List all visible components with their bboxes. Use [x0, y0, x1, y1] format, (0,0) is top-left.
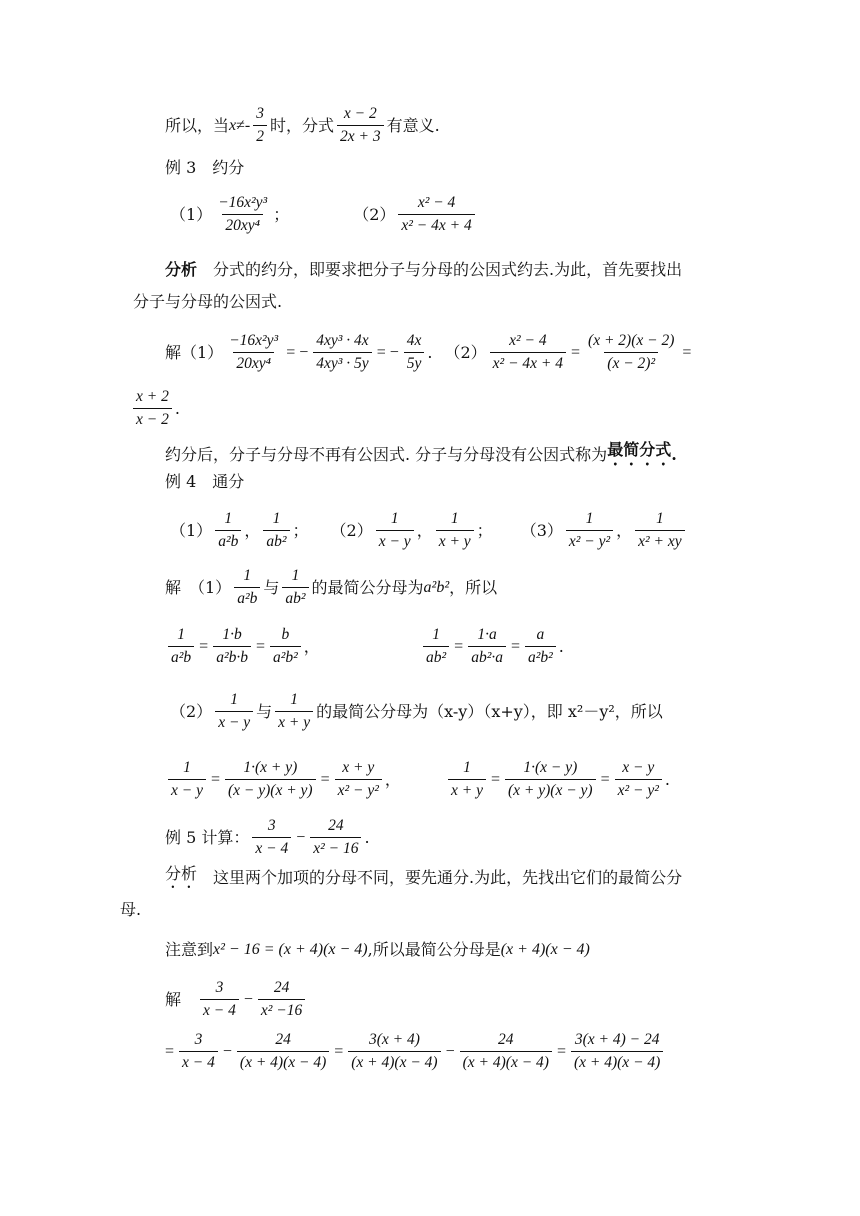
eq-frac: $\frac{1}{\text{a²b}}$	[168, 627, 194, 667]
period: .	[174, 398, 180, 418]
equals-sign: =	[600, 770, 610, 788]
step-frac: $\frac{3}{x - 4}$	[179, 1032, 218, 1072]
equals-sign: =	[334, 1042, 344, 1060]
solution-3-continuation	[130, 389, 180, 429]
comma: ，	[244, 520, 261, 540]
solution-3-head: 解（1）	[165, 342, 224, 362]
intro-tail: ，所以	[449, 577, 498, 597]
period: .	[427, 342, 433, 362]
problem-2-frac-a: $\frac{1}{x - y}$	[376, 511, 414, 551]
eq-frac: $\frac{1\cdot a}{\text{ab²·a}}$	[468, 627, 506, 667]
problem-1-frac-b: $\frac{1}{\text{ab²}}$	[263, 511, 289, 551]
period: .	[664, 769, 670, 789]
eq-frac: $\frac{x - y}{\text{x² − y²}}$	[615, 760, 662, 800]
analysis-2-line-2: 母.	[120, 900, 142, 919]
conclusion-mid: 时，分式	[269, 115, 334, 135]
equals-sign: =	[376, 343, 386, 361]
example-5-frac-b: $\frac{24}{\text{x² − 16}}$	[310, 818, 361, 858]
eq-frac: $\frac{1}{x - y}$	[168, 760, 206, 800]
equals-sign: =	[255, 637, 265, 655]
solution-3-part-2-label: （2）	[444, 342, 487, 362]
solution-3-frac-e: $\frac{(x + 2)(x - 2)}{\text{(x − 2)²}}$	[588, 332, 675, 373]
step-frac: $\frac{24}{(x + 4)(x - 4)}$	[237, 1032, 329, 1072]
solution-5-frac-b: $\frac{24}{\text{x² −16}}$	[258, 980, 305, 1020]
note-prefix: 注意到	[165, 940, 214, 959]
example-4-problems	[170, 511, 688, 551]
intro-text: 的最简公分母为（x-y）（x+y），即 x²－y²，所以	[316, 701, 663, 721]
equals-sign: =	[199, 637, 209, 655]
minus-sign: −	[296, 828, 306, 846]
note-factorization: x² − 16 = (x + 4)(x − 4)	[213, 941, 368, 958]
step-frac: $\frac{3(x + 4) - 24}{(x + 4)(x - 4)}$	[571, 1032, 663, 1072]
analysis-2-text-1: 这里两个加项的分母不同，要先通分.为此，先找出它们的最简公分	[197, 868, 683, 887]
comma: ，	[616, 520, 633, 540]
part-2-label: （2）	[170, 701, 213, 721]
conjunction: 与	[263, 577, 280, 597]
problem-2-label: （2）	[330, 520, 373, 540]
note-mid: ,所以最简公分母是	[367, 940, 501, 959]
analysis-1-line-1	[165, 262, 682, 278]
problem-1-label: （1）	[170, 204, 213, 224]
equals-sign: =	[165, 1042, 175, 1060]
solution-4-part-2-intro	[170, 692, 663, 732]
equation-4-part-1-right	[420, 627, 564, 667]
eq-frac: $\frac{1\cdot(x + y)}{(x - y)(x + y)}$	[225, 760, 316, 800]
eq-frac: $\frac{1\cdot b}{\text{a²b·b}}$	[213, 627, 251, 667]
equation-4-part-2-right	[445, 760, 670, 800]
analysis-2-head: 分析	[165, 864, 198, 883]
eq-frac: $\frac{a}{\text{a²b²}}$	[525, 627, 556, 667]
intro-frac-b: $\frac{1}{x + y}$	[275, 692, 313, 732]
problem-2-frac-b: $\frac{1}{x + y}$	[436, 511, 474, 551]
problem-1-sep: ；	[273, 204, 290, 224]
variable-x: x	[229, 116, 237, 134]
problem-2-fraction: $\frac{\text{x² − 4}}{\text{x² − 4x + 4}}$	[398, 195, 474, 235]
example-5-line	[165, 818, 370, 858]
least-common-denominator: a²b²	[423, 578, 450, 596]
example-3-title: 例 3 约分	[165, 158, 245, 177]
solution-5-head-line	[165, 980, 308, 1020]
equals-sign: =	[454, 637, 464, 655]
intro-frac-a: $\frac{1}{x - y}$	[215, 692, 253, 732]
example-5-title: 例 5 计算：	[165, 827, 250, 847]
definition-text: 约分后，分子与分母不再有公因式. 分子与分母没有公因式称为	[165, 444, 608, 464]
fraction-three-halves: $\frac{3}{2}$	[253, 106, 267, 146]
problem-1-fraction: $\frac{\text{−16x²y³}}{\text{20xy⁴}}$	[218, 194, 268, 235]
minus-sign: −	[222, 1042, 232, 1060]
solution-3-frac-f: $\frac{x + 2}{x - 2}$	[133, 389, 172, 429]
comma: ，	[416, 520, 433, 540]
problem-3-label: （3）	[520, 520, 563, 540]
equals-sign: =	[286, 343, 296, 361]
eq-frac: $\frac{1}{\text{ab²}}$	[423, 627, 449, 667]
analysis-2-line-1	[165, 864, 682, 892]
equals-sign: =	[490, 770, 500, 788]
definition-term: 最简分式	[607, 440, 672, 459]
conclusion-prefix: 所以，当	[165, 115, 230, 135]
solution-5-steps	[163, 1032, 666, 1072]
equation-4-part-1-left	[165, 627, 320, 667]
fraction-given: $\frac{x - 2}{2x + 3}$	[337, 106, 384, 146]
note-lcd: (x + 4)(x − 4)	[500, 941, 590, 958]
equals-sign: =	[571, 343, 581, 361]
minus-sign: −	[445, 1042, 455, 1060]
equals-sign: =	[556, 1042, 566, 1060]
conjunction: 与	[256, 701, 273, 721]
solution-3-frac-c: $\frac{4x}{5y}$	[404, 333, 425, 373]
separator: ；	[292, 520, 309, 540]
intro-frac-a: $\frac{1}{\text{a²b}}$	[234, 568, 260, 608]
equation-4-part-2-left	[165, 760, 401, 800]
problem-3-frac-b: $\frac{1}{\text{x² + xy}}$	[635, 511, 685, 551]
conclusion-suffix: 有意义.	[386, 115, 440, 135]
period: .	[558, 636, 564, 656]
solution-4-head: 解 （1）	[165, 577, 232, 597]
solution-3-line	[165, 333, 693, 373]
eq-frac: $\frac{x + y}{\text{x² − y²}}$	[335, 760, 382, 800]
step-frac: $\frac{3(x + 4)}{(x + 4)(x - 4)}$	[348, 1032, 440, 1072]
problem-2-label: （2）	[353, 204, 396, 224]
period: .	[364, 827, 370, 847]
equals-sign: =	[682, 343, 692, 361]
minus-sign: −	[243, 990, 253, 1008]
solution-5-frac-a: $\frac{3}{x - 4}$	[200, 980, 239, 1020]
analysis-1-text-1: 分式的约分，即要求把分子与分母的公因式约去.为此，首先要找出	[197, 260, 683, 279]
conclusion-line	[165, 106, 440, 146]
problem-3-frac-a: $\frac{1}{\text{x² − y²}}$	[566, 511, 613, 551]
example-5-frac-a: $\frac{3}{x - 4}$	[252, 818, 291, 858]
equals-sign: =	[320, 770, 330, 788]
eq-frac: $\frac{b}{\text{a²b²}}$	[270, 627, 301, 667]
minus-sign: −	[389, 343, 399, 361]
solution-5-head: 解	[165, 989, 198, 1009]
example-3-problems	[170, 195, 478, 235]
comma: ，	[384, 769, 401, 789]
comma: ，	[303, 636, 320, 656]
problem-1-frac-a: $\frac{1}{\text{a²b}}$	[215, 511, 241, 551]
analysis-1-head: 分析	[165, 260, 198, 279]
solution-3-frac-a: $\frac{\text{−16x²y³}}{\text{20xy⁴}}$	[229, 332, 279, 373]
eq-frac: $\frac{1\cdot(x - y)}{(x + y)(x - y)}$	[505, 760, 596, 800]
step-frac: $\frac{24}{(x + 4)(x - 4)}$	[460, 1032, 552, 1072]
simplest-fraction-definition	[165, 440, 677, 469]
separator: ；	[476, 520, 493, 540]
intro-frac-b: $\frac{1}{\text{ab²}}$	[282, 568, 308, 608]
example-4-title: 例 4 通分	[165, 472, 245, 491]
not-equal-sign: ≠-	[236, 116, 251, 134]
equals-sign: =	[510, 637, 520, 655]
solution-3-frac-b: $\frac{\text{4xy³ · 4x}}{\text{4xy³ · 5y}}$	[313, 333, 371, 373]
analysis-1-line-2: 分子与分母的公因式.	[133, 292, 283, 311]
eq-frac: $\frac{1}{x + y}$	[448, 760, 486, 800]
period: .	[671, 444, 677, 464]
solution-3-frac-d: $\frac{\text{x² − 4}}{\text{x² − 4x + 4}}$	[490, 333, 566, 373]
equals-sign: =	[210, 770, 220, 788]
problem-1-label: （1）	[170, 520, 213, 540]
solution-4-part-1-intro	[165, 568, 497, 608]
intro-text: 的最简公分母为	[311, 577, 424, 597]
minus-sign: −	[299, 343, 309, 361]
note-line	[165, 942, 590, 958]
